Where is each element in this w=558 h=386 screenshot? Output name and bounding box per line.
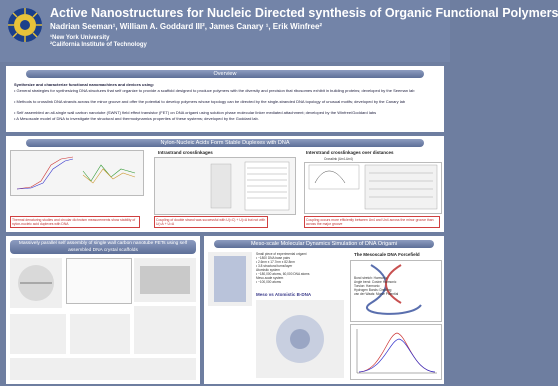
sim-bullet: Meso-scale system xyxy=(256,276,284,280)
swnt-text-1 xyxy=(66,258,132,304)
denaturing-figure xyxy=(10,150,144,196)
nsf-logo xyxy=(6,6,44,44)
affiliation-1: ¹New York University xyxy=(50,35,110,41)
origami-figure xyxy=(208,252,252,306)
swnt-figure-6 xyxy=(10,358,196,380)
interstrand-figure xyxy=(304,162,442,214)
sim-bullet: Small piece of experimental origami xyxy=(256,252,307,256)
sim-bullets xyxy=(256,252,346,284)
swnt-figure-5 xyxy=(134,306,196,354)
sim-bullet: Atomistic system xyxy=(256,268,280,272)
forcefield-title: The Mesoscale DNA Forcefield xyxy=(354,252,420,257)
swnt-figure-4 xyxy=(70,314,130,354)
overview-heading: Overview xyxy=(26,70,424,78)
interstrand-title: Interstrand crosslinkages over distances xyxy=(306,150,394,155)
meso-panel xyxy=(204,236,444,384)
crosslink-label: Crosslink (Un4-Un4) xyxy=(324,157,353,161)
forcefield-item: Bond stretch: Harmonic xyxy=(354,276,388,280)
swnt-figure-1 xyxy=(10,258,62,308)
nylon-heading: Nylon-Nucleic Acids Form Stable Duplexes with DNA xyxy=(26,139,424,147)
sequence-list xyxy=(10,196,80,216)
sim-bullet: • ~1800 DNA base pairs xyxy=(256,256,290,260)
poster-authors: Nadrian Seeman¹, William A. Goddard III², James Canary ¹, Erik Winfree² xyxy=(50,22,323,31)
sim-bullet: • ~180,000 atoms, 60,000 DNA atoms xyxy=(256,272,310,276)
swnt-heading: Massively parallel self assembly of single wall carbon nanotube FETs using self assembled DNA crystal scaffolds xyxy=(10,240,196,254)
swnt-panel xyxy=(6,236,200,384)
sim-bullet: • 2.6nm x 17.7nm x 82.8nm xyxy=(256,260,295,264)
sim-bullet: • 3.8 structural turns/layer xyxy=(256,264,293,268)
overview-bullet-1: • General strategies for synthesizing DNA structures that self organize to provide a scaffold designed to produce polymers with the diversity and precision that ribosomes exhibit in building proteins; developed by the Seeman lab xyxy=(14,88,415,93)
meso-atomistic-figure xyxy=(256,300,344,378)
nylon-redbox-left: Thermal denaturing studies and circular dichroism measurements show stability of nylon-nucleic acid duplexes with DNA xyxy=(10,216,140,228)
forcefield-item: Hydrogen Bonds: Dreiding xyxy=(354,288,392,292)
meso-heading: Meso-scale Molecular Dynamics Simulation of DNA Origami xyxy=(214,240,434,248)
distribution-plot xyxy=(350,324,442,380)
nylon-redbox-right: Coupling occurs more efficiently between Un4 and Un4 across the minor groove than across the major groove xyxy=(304,216,440,228)
meso-atomistic-label: Meso vs Atomistic B-DNA xyxy=(256,292,312,297)
overview-panel xyxy=(6,66,444,132)
nylon-panel xyxy=(6,136,444,232)
forcefield-list xyxy=(354,276,434,296)
nylon-redbox-mid: Coupling of double strand was successful with U(=C) + U(=A but not with U(=A + U=A xyxy=(154,216,268,228)
overview-intro: Synthesize and characterize functional nanomachines and devices using: xyxy=(14,82,155,87)
forcefield-item: Torsion: Harmonic xyxy=(354,284,380,288)
forcefield-item: van der Waals: Morse Potential xyxy=(354,292,399,296)
overview-bullet-3: • Self assembled an all-single wall carbon nanotube (SWNT) field effect transistor (FET) on DNA origami using solution phase molecular linker mediated attachment; developed by the Winfree/Goddard labs xyxy=(14,110,377,115)
affiliation-2: ²California Institute of Technology xyxy=(50,42,147,48)
intrastrand-title: Intrastrand crosslinkages xyxy=(158,150,213,155)
sim-bullet: • ~100,000 atoms xyxy=(256,280,281,284)
overview-bullet-4: • A Mesoscale model of DNA to investigate the structural and thermodynamics properties of these systems; developed by the Goddard lab. xyxy=(14,116,259,121)
swnt-figure-3 xyxy=(10,314,66,354)
forcefield-item: Angle bend: Cosine Harmonic xyxy=(354,280,397,284)
intrastrand-figure xyxy=(154,157,296,215)
poster-title: Active Nanostructures for Nucleic Directed synthesis of Organic Functional Polymers xyxy=(50,6,558,20)
poster-header xyxy=(0,0,558,62)
overview-bullet-2: • Methods to crosslink DNA strands across the minor groove and offer the potential to develop polymers whose topology can be directed by the single-stranded DNA topology of unusual motifs; developed by the Canary lab xyxy=(14,99,406,104)
swnt-figure-2 xyxy=(134,258,196,302)
